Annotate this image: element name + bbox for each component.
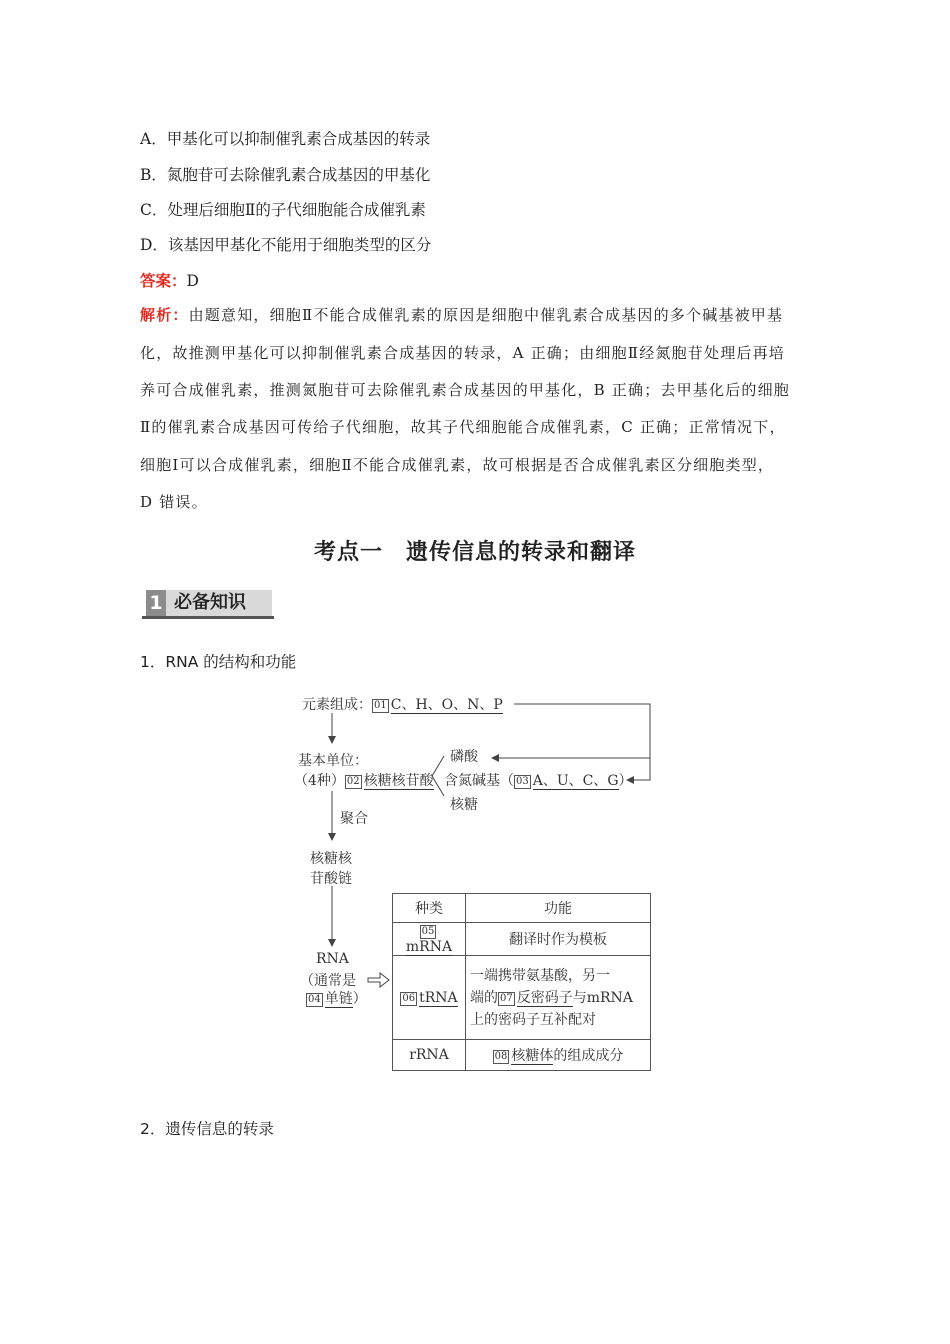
base-value: A、U、C、G (532, 773, 619, 789)
table-header-row (393, 894, 651, 923)
analysis-line-1: 解析：由题意知，细胞Ⅱ不能合成催乳素的原因是细胞中催乳素合成基因的多个碱基被甲基 (140, 306, 784, 324)
function-trna: 一端携带氨基酸，另一 端的 07 反密码子与mRNA 上的密码子互补配对 (466, 956, 651, 1040)
header-function: 功能 (466, 894, 651, 923)
answer-label: 答案： (140, 271, 187, 290)
answer (140, 269, 199, 291)
unit-row: （4种） 02 核糖核苷酸 (294, 773, 434, 789)
blank-number-06: 06 (402, 992, 416, 1004)
ribosome-value: 核糖体 (511, 1048, 554, 1064)
base-row: 含氮碱基（ 03 A、U、C、G） (444, 773, 633, 789)
badge-shadow (142, 616, 274, 619)
section-title: 考点一 遗传信息的转录和翻译 (313, 539, 636, 565)
answer-value: D (186, 272, 199, 290)
rna-note-line-1: （通常是 (300, 973, 356, 989)
type-rrna: rRNA (393, 1040, 466, 1071)
phosphate: 磷酸 (450, 749, 478, 765)
anticodon-value: 反密码子 (516, 989, 573, 1006)
elements-value: C、H、O、N、P (390, 697, 503, 713)
analysis-line-4: Ⅱ的催乳素合成基因可传给子代细胞，故其子代细胞能合成催乳素，C 正确；正常情况下， (140, 418, 786, 436)
badge-number: 1 (146, 590, 166, 616)
table-row-trna (393, 956, 651, 1040)
chain-line-2: 苷酸链 (310, 871, 352, 887)
option-a: A．甲基化可以抑制催乳素合成基因的转录 (140, 130, 431, 148)
analysis-line-6: D 错误。 (140, 493, 208, 511)
function-rrna: 08 核糖体的组成成分 (466, 1040, 651, 1071)
chain-line-1: 核糖核 (310, 851, 352, 867)
blank-number-04: 04 (308, 994, 321, 1005)
analysis-line-5: 细胞Ⅰ可以合成催乳素，细胞Ⅱ不能合成催乳素，故可根据是否合成催乳素区分细胞类型， (140, 456, 775, 474)
unit-label: 基本单位： (298, 753, 368, 769)
rna-concept-diagram (292, 688, 662, 1078)
blank-number-02: 02 (346, 776, 360, 787)
header-type: 种类 (393, 894, 466, 923)
blank-number-03: 03 (516, 776, 529, 787)
rna-note-line-2: 04 单链） (308, 991, 367, 1007)
option-b: B．氮胞苷可去除催乳素合成基因的甲基化 (140, 166, 431, 184)
analysis-line-3: 养可合成催乳素，推测氮胞苷可去除催乳素合成基因的甲基化，B 正确；去甲基化后的细胞 (140, 381, 790, 399)
polymerize-label: 聚合 (340, 811, 368, 827)
rna-strand-value: 单链 (324, 991, 353, 1007)
rna-types-table (392, 893, 651, 1071)
blank-number-05: 05 (421, 926, 435, 937)
section-badge (140, 590, 274, 616)
analysis-line-2: 化，故推测甲基化可以抑制催乳素合成基因的转录，A 正确；由细胞Ⅱ经氮胞苷处理后再培 (140, 344, 785, 362)
elements-row: 元素组成： 01 C、H、O、N、P (302, 697, 503, 713)
subheading-rna: 1．RNA 的结构和功能 (140, 653, 297, 671)
table-row-mrna (393, 923, 651, 956)
function-mrna: 翻译时作为模板 (466, 923, 651, 956)
ribose: 核糖 (450, 797, 478, 813)
table-row-rrna (393, 1040, 651, 1071)
unit-value: 核糖核苷酸 (363, 773, 434, 789)
type-trna: tRNA (419, 989, 458, 1006)
rna-label: RNA (316, 951, 349, 967)
blank-number-07: 07 (500, 992, 513, 1004)
analysis-label: 解析： (140, 306, 189, 324)
type-mrna: mRNA (405, 939, 453, 955)
badge-label: 必备知识 (166, 590, 272, 616)
option-c: C．处理后细胞Ⅱ的子代细胞能合成催乳素 (140, 201, 426, 219)
subheading-transcription: 2．遗传信息的转录 (140, 1120, 274, 1138)
blank-number-01: 01 (374, 700, 387, 711)
option-d: D．该基因甲基化不能用于细胞类型的区分 (140, 236, 432, 254)
blank-number-08: 08 (494, 1051, 508, 1062)
